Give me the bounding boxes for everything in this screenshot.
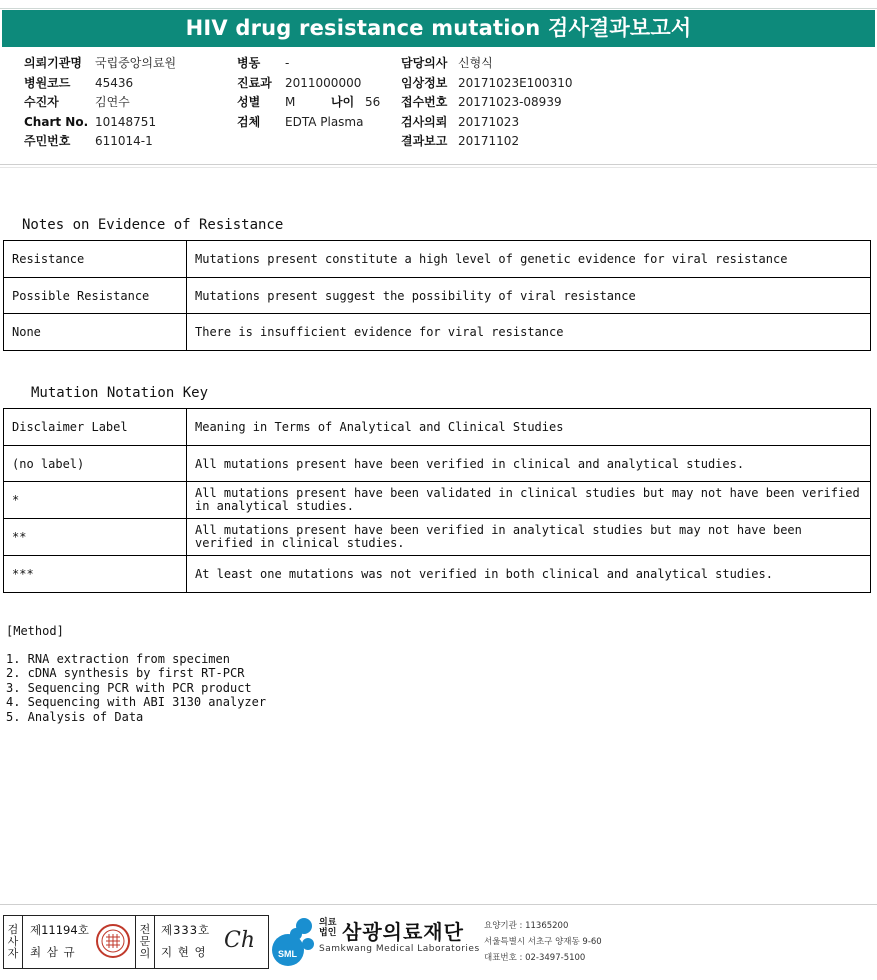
signature-box	[3, 915, 269, 969]
method-heading: [Method]	[6, 624, 64, 638]
specialist-label-text: 전문의	[139, 923, 151, 960]
info-row	[237, 54, 380, 74]
patient-info-col2	[237, 54, 380, 132]
brand-prefix	[319, 918, 336, 938]
table-row	[4, 314, 871, 351]
examiner-no: 제11194호	[30, 923, 89, 937]
contact-info	[484, 918, 602, 966]
info-label: 병원코드	[24, 75, 71, 90]
info-value: 45436	[95, 75, 134, 90]
notes-table	[3, 240, 871, 351]
specialist-no: 제333호	[161, 923, 211, 937]
key-label-cell: *	[4, 482, 187, 519]
info-value: 20171023-08939	[458, 95, 562, 109]
info-label: 수진자	[24, 95, 59, 109]
brand-english-name: Samkwang Medical Laboratories	[319, 944, 480, 954]
info-row	[401, 132, 572, 152]
info-row	[24, 93, 176, 113]
info-label: 의뢰기관명	[24, 56, 82, 70]
info-label: 병동	[237, 56, 261, 70]
notes-label-cell: Resistance	[4, 241, 187, 278]
info-label: 진료과	[237, 75, 272, 90]
info-row	[401, 113, 572, 133]
examiner-name: 최 삼 규	[30, 945, 76, 959]
info-row	[24, 54, 176, 74]
method-section	[6, 624, 266, 725]
info-value: 20171102	[458, 134, 520, 148]
notes-text-cell: Mutations present suggest the possibility of viral resistance	[187, 278, 871, 314]
contact-line: 서울특별시 서초구 양재동 9-60	[484, 937, 602, 947]
key-header-text: Meaning in Terms of Analytical and Clinical Studies	[187, 409, 871, 446]
brand-name: 삼광의료재단	[342, 920, 464, 944]
info-row	[401, 54, 572, 74]
info-row	[24, 113, 176, 133]
patient-info-col1	[24, 54, 176, 152]
info-label: 검사의뢰	[401, 114, 448, 129]
specialist-label	[136, 916, 154, 968]
footer-divider	[0, 904, 877, 905]
table-row	[4, 241, 871, 278]
examiner-info	[30, 919, 89, 963]
method-step: 4. Sequencing with ABI 3130 analyzer	[6, 695, 267, 710]
info-label: Chart No.	[24, 114, 89, 129]
info-label: 성별	[237, 95, 261, 109]
key-label-cell: (no label)	[4, 446, 187, 482]
contact-line: 요양기관 : 11365200	[484, 921, 569, 931]
notes-section-title: Notes on Evidence of Resistance	[22, 217, 284, 233]
table-row	[4, 446, 871, 482]
specialist-info	[161, 919, 210, 963]
patient-info-col3	[401, 54, 572, 152]
info-value: 611014-1	[95, 134, 153, 148]
notes-text-cell: Mutations present constitute a high level of genetic evidence for viral resistance	[187, 241, 871, 278]
table-row	[4, 278, 871, 314]
table-row	[4, 519, 871, 556]
age-value: 56	[365, 95, 381, 109]
specialist-signature: Ch	[224, 928, 256, 953]
key-section-title: Mutation Notation Key	[31, 385, 209, 401]
key-text-cell: At least one mutations was not verified in both clinical and analytical studies.	[187, 556, 871, 593]
info-row	[237, 74, 380, 94]
table-row	[4, 556, 871, 593]
info-label: 검체	[237, 114, 261, 129]
method-step: 1. RNA extraction from specimen	[6, 651, 230, 666]
info-label: 결과보고	[401, 134, 448, 148]
contact-line: 대표번호 : 02-3497-5100	[484, 953, 586, 963]
table-header-row	[4, 409, 871, 446]
sml-logo-icon	[270, 916, 316, 968]
notes-label-cell: Possible Resistance	[4, 278, 187, 314]
specialist-name: 지 현 영	[161, 945, 207, 959]
info-value: 20171023	[458, 114, 520, 129]
method-step: 3. Sequencing PCR with PCR product	[6, 680, 252, 695]
box-divider	[22, 916, 23, 968]
header-divider	[0, 164, 877, 165]
key-label-cell: **	[4, 519, 187, 556]
info-value: 신형식	[458, 56, 493, 70]
report-title: HIV drug resistance mutation 검사결과보고서	[2, 10, 875, 47]
examiner-label	[4, 916, 22, 968]
info-label: 임상정보	[401, 75, 448, 90]
company-logo	[270, 914, 610, 970]
info-value: 20171023E100310	[458, 75, 573, 90]
info-value: 10148751	[95, 114, 157, 129]
info-value: 김연수	[95, 95, 130, 109]
brand-prefix-line: 법인	[319, 928, 337, 938]
age-label: 나이	[331, 95, 355, 109]
key-table	[3, 408, 871, 593]
examiner-label-text: 검사자	[7, 923, 19, 960]
info-row	[401, 74, 572, 94]
seal-stamp-icon	[95, 923, 131, 959]
info-value: M	[285, 95, 296, 109]
key-header-label: Disclaimer Label	[4, 409, 187, 446]
info-row	[24, 74, 176, 94]
box-divider	[154, 916, 155, 968]
logo-badge-text: SML	[278, 949, 297, 959]
notes-label-cell: None	[4, 314, 187, 351]
method-step: 2. cDNA synthesis by first RT-PCR	[6, 666, 245, 681]
info-value: -	[285, 56, 290, 70]
notes-text-cell: There is insufficient evidence for viral resistance	[187, 314, 871, 351]
info-value: 2011000000	[285, 75, 362, 90]
info-label: 담당의사	[401, 56, 448, 70]
brand-prefix-line: 의료	[319, 918, 337, 928]
table-row	[4, 482, 871, 519]
info-row	[237, 113, 380, 133]
method-step: 5. Analysis of Data	[6, 709, 144, 724]
info-row	[24, 132, 176, 152]
info-label: 접수번호	[401, 95, 448, 109]
key-text-cell: All mutations present have been validated in clinical studies but may not have been verified in analytical studies.	[187, 482, 871, 519]
info-row	[401, 93, 572, 113]
info-row	[237, 93, 380, 113]
key-text-cell: All mutations present have been verified in clinical and analytical studies.	[187, 446, 871, 482]
info-label: 주민번호	[24, 134, 71, 148]
info-value: EDTA Plasma	[285, 114, 364, 129]
key-text-cell: All mutations present have been verified in analytical studies but may not have been verified in clinical studies.	[187, 519, 871, 556]
header-divider-shadow	[0, 167, 877, 168]
key-label-cell: ***	[4, 556, 187, 593]
info-value: 국립중앙의료원	[95, 56, 177, 70]
